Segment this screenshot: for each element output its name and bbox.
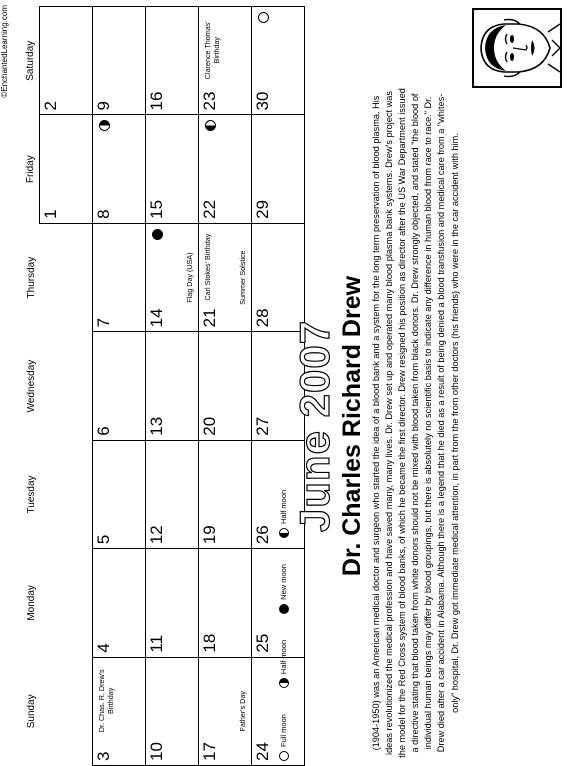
day-number: 17 — [200, 742, 219, 761]
day-number: 28 — [253, 308, 272, 328]
day-number: 10 — [147, 742, 166, 761]
moon-phase-icon — [279, 751, 289, 761]
biography-text: (1904-1950) was an American medical doctor and surgeon who started the idea of a blood bank and a system for the long term preservation of blood plasma. His ideas revolutionized the medical profession and have saved many, many lives. Dr. Drew set up and operated many blood plasma bank systems. Drew's project was the model for the Red Cross system of blood banks, of which he became the first director. Drew resigned his position as director after the US War Department issued a directive stating that blood taken from white donors should not be mixed with blood taken from black donors. Dr. Drew strongly objected, and stated "the blood of individual human beings may differ by blood groupings, but there is absolutely no scientific basis to indicate any difference in human blood from race to race." Dr. Drew died after a car accident in Alabama. Although there is a legend that he died as a result of being denied a blood transfusion and medical care from a "whites-only" hospital, Dr. Drew got immediate medical attention, in part from the from other doctors (his friends) who were in the car accident with him. — [371, 88, 460, 758]
weekday-friday: Friday — [25, 155, 36, 184]
day-note: Clarence Thomas' Birthday — [203, 21, 221, 80]
page-title: June 2007 — [291, 319, 338, 533]
portrait-image — [472, 8, 562, 88]
day-cell — [93, 657, 146, 765]
moon-phase-icon — [279, 678, 289, 688]
day-cell — [93, 332, 146, 440]
calendar-grid — [12, 6, 305, 766]
calendar-week-row — [40, 7, 93, 766]
day-number: 22 — [200, 199, 219, 219]
day-number: 11 — [147, 634, 166, 653]
weekday-tuesday: Tuesday — [25, 475, 37, 514]
day-number: 26 — [253, 525, 272, 545]
day-number: 23 — [200, 91, 219, 111]
day-number: 29 — [253, 199, 272, 219]
day-cell — [146, 115, 199, 223]
empty-cell — [40, 549, 93, 657]
day-cell — [146, 332, 199, 440]
weekday-sunday: Sunday — [25, 694, 37, 729]
empty-cell — [40, 440, 93, 548]
moon-phase-icon — [258, 12, 269, 23]
day-number: 2 — [41, 101, 60, 111]
calendar-week-row — [146, 7, 199, 766]
day-cell — [93, 549, 146, 657]
day-cell — [40, 7, 93, 115]
weekday-wednesday: Wednesday — [25, 359, 37, 413]
day-note: Carl Stokes' Birthday — [203, 233, 212, 301]
empty-cell — [40, 223, 93, 331]
day-cell — [199, 549, 252, 657]
day-cell — [146, 440, 199, 548]
legend-item — [279, 490, 289, 538]
legend-item — [279, 714, 289, 761]
day-cell — [199, 223, 252, 331]
day-cell — [146, 7, 199, 115]
moon-legend — [279, 381, 289, 761]
moon-phase-icon — [279, 528, 289, 538]
day-cell — [93, 7, 146, 115]
moon-phase-icon — [152, 229, 163, 240]
day-cell — [199, 440, 252, 548]
day-cell — [93, 115, 146, 223]
day-number: 19 — [200, 525, 219, 545]
day-number: 4 — [94, 643, 113, 653]
day-cell — [199, 332, 252, 440]
day-number: 1 — [41, 209, 60, 219]
legend-label: Half moon — [279, 639, 288, 675]
day-cell — [146, 223, 199, 331]
day-number: 25 — [253, 633, 272, 653]
day-cell — [93, 223, 146, 331]
day-cell — [40, 115, 93, 223]
day-number: 24 — [253, 742, 272, 761]
day-number: 5 — [94, 534, 113, 545]
day-number: 14 — [147, 308, 166, 328]
day-cell — [199, 657, 252, 765]
day-number: 16 — [147, 91, 166, 111]
day-note-bottom: Flag Day (USA) — [185, 252, 194, 303]
legend-label: New moon — [279, 564, 288, 600]
moon-phase-icon — [205, 120, 216, 131]
legend-label: Full moon — [279, 714, 288, 747]
day-number: 13 — [147, 416, 166, 436]
day-number: 27 — [253, 416, 272, 436]
day-number: 18 — [200, 633, 219, 653]
legend-item — [279, 640, 289, 688]
day-number: 9 — [94, 101, 113, 111]
page-subtitle: Dr. Charles Richard Drew — [338, 275, 366, 577]
day-number: 12 — [147, 525, 166, 545]
day-note-bottom: Father's Day — [238, 691, 247, 732]
day-number: 21 — [200, 308, 219, 328]
weekday-saturday: Saturday — [25, 40, 36, 81]
day-cell — [146, 657, 199, 765]
legend-item — [279, 564, 289, 614]
empty-cell — [40, 332, 93, 440]
day-note: Dr. Chas. R. Drew's Birthday — [97, 669, 115, 733]
calendar-week-row — [93, 7, 146, 766]
calendar-week-row — [199, 7, 252, 766]
day-cell — [199, 7, 252, 115]
credit-text: ©EnchantedLearning.com — [0, 5, 9, 98]
day-number: 8 — [94, 209, 113, 219]
day-number: 6 — [94, 426, 113, 436]
moon-phase-icon — [279, 604, 289, 614]
day-cell — [199, 115, 252, 223]
portrait-drawing — [474, 10, 560, 86]
weekday-thursday: Thursday — [25, 256, 37, 299]
weekday-header-row — [12, 7, 40, 766]
legend-label: Half moon — [279, 489, 288, 525]
day-number: 3 — [94, 751, 113, 761]
weekday-monday: Monday — [25, 585, 37, 621]
day-number: 7 — [94, 317, 113, 328]
day-number: 30 — [253, 91, 272, 111]
calendar-body — [40, 7, 305, 766]
day-cell — [93, 440, 146, 548]
day-number: 20 — [200, 416, 219, 436]
day-note-bottom: Summer Solstice — [238, 250, 247, 305]
empty-cell — [40, 657, 93, 765]
day-number: 15 — [147, 199, 166, 219]
moon-phase-icon — [99, 120, 110, 131]
day-cell — [146, 549, 199, 657]
